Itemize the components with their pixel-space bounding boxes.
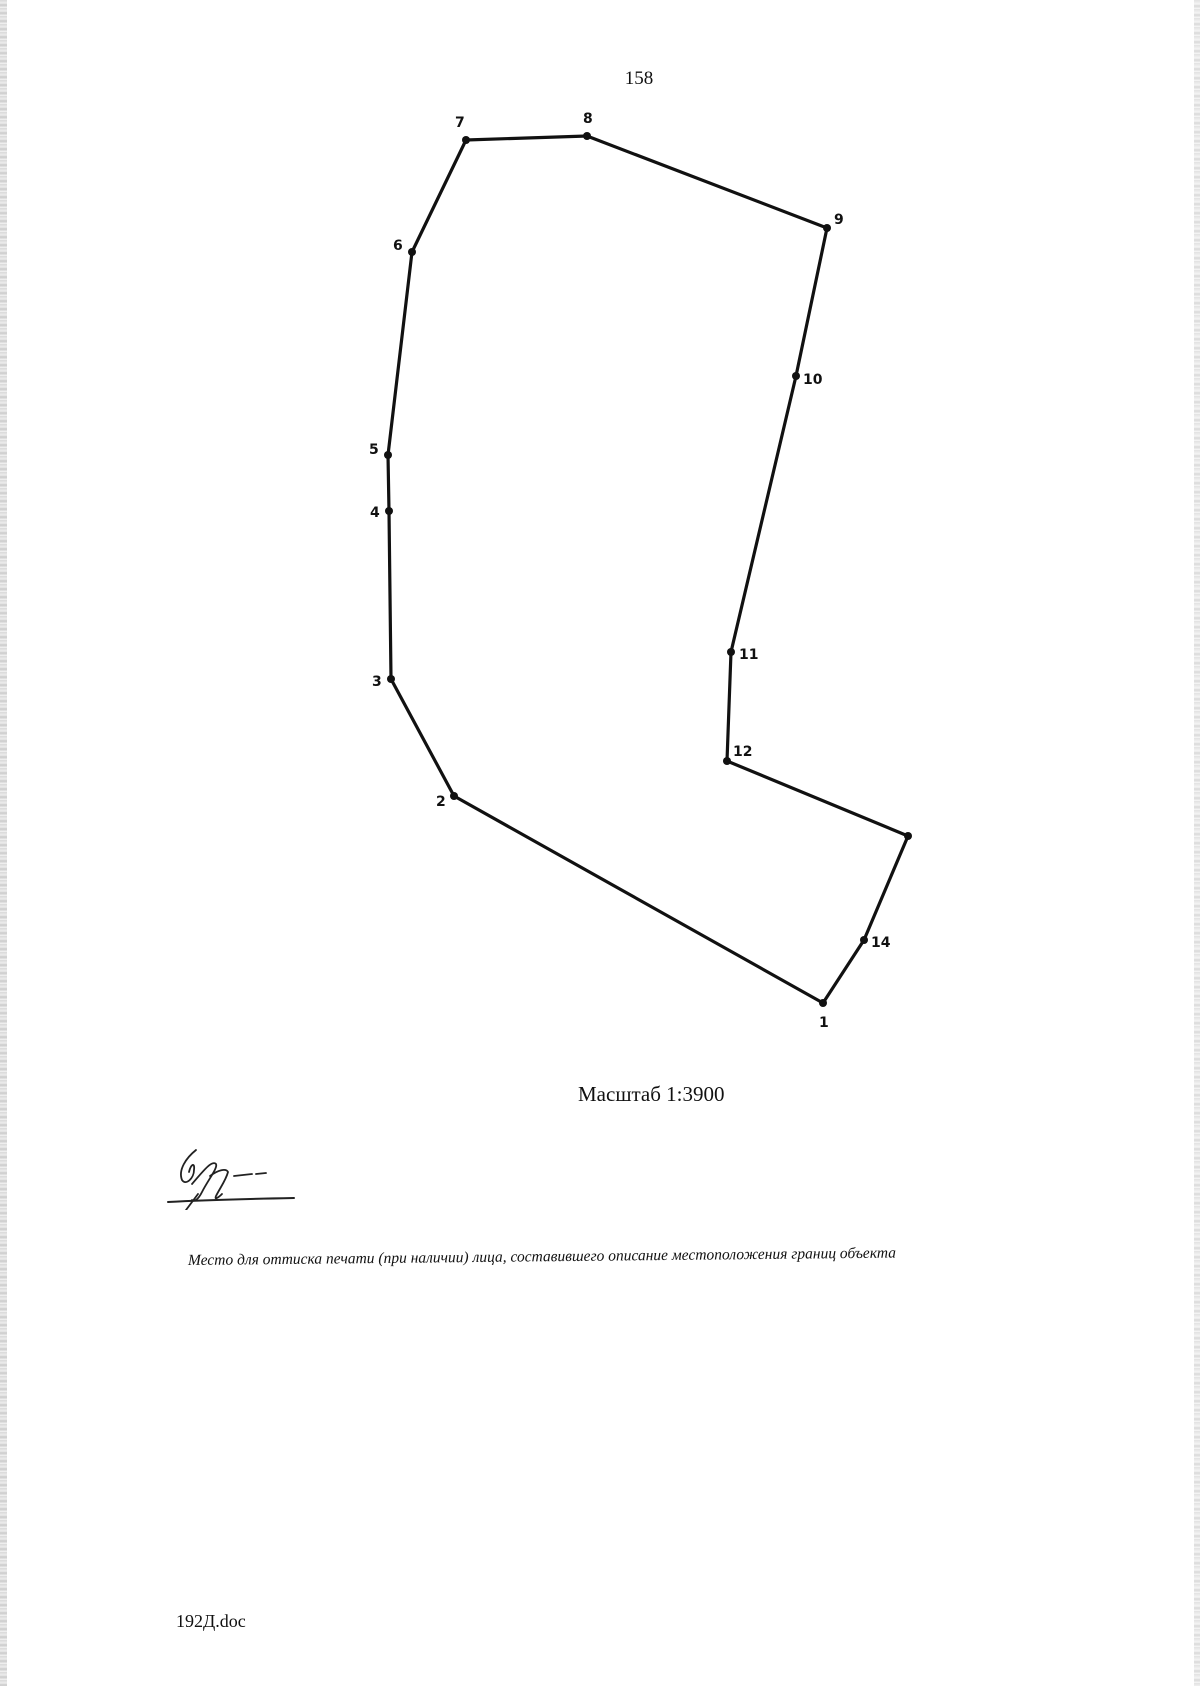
vertex-label-14: 14	[871, 935, 891, 951]
stamp-caption: Место для оттиска печати (при наличии) лица, составившего описание местоположения границ объекта	[187, 1244, 897, 1269]
page-number: 158	[624, 68, 654, 89]
vertex-label-1: 1	[819, 1015, 829, 1031]
vertex-10	[792, 372, 800, 380]
vertex-label-4: 4	[370, 505, 380, 521]
vertex-2	[450, 792, 458, 800]
boundary-vertices	[384, 132, 912, 1007]
vertex-label-10: 10	[803, 372, 823, 388]
vertex-label-11: 11	[739, 647, 759, 663]
vertex-label-6: 6	[393, 238, 403, 254]
vertex-label-7: 7	[455, 115, 465, 131]
vertex-14	[860, 936, 868, 944]
vertex-label-9: 9	[834, 212, 844, 228]
vertex-13	[904, 832, 912, 840]
vertex-7	[462, 136, 470, 144]
vertex-label-2: 2	[436, 794, 446, 810]
scale-label: Масштаб 1:3900	[578, 1082, 725, 1106]
vertex-1	[819, 999, 827, 1007]
vertex-12	[723, 757, 731, 765]
vertex-6	[408, 248, 416, 256]
file-name: 192Д.doc	[176, 1611, 246, 1631]
vertex-3	[387, 675, 395, 683]
signature	[164, 1140, 304, 1210]
vertex-label-3: 3	[372, 674, 382, 690]
vertex-label-12: 12	[733, 744, 753, 760]
vertex-8	[583, 132, 591, 140]
vertex-label-5: 5	[369, 442, 379, 458]
vertex-5	[384, 451, 392, 459]
vertex-9	[823, 224, 831, 232]
vertex-label-8: 8	[583, 111, 593, 127]
vertex-4	[385, 507, 393, 515]
boundary-polygon	[388, 136, 908, 1003]
vertex-11	[727, 648, 735, 656]
